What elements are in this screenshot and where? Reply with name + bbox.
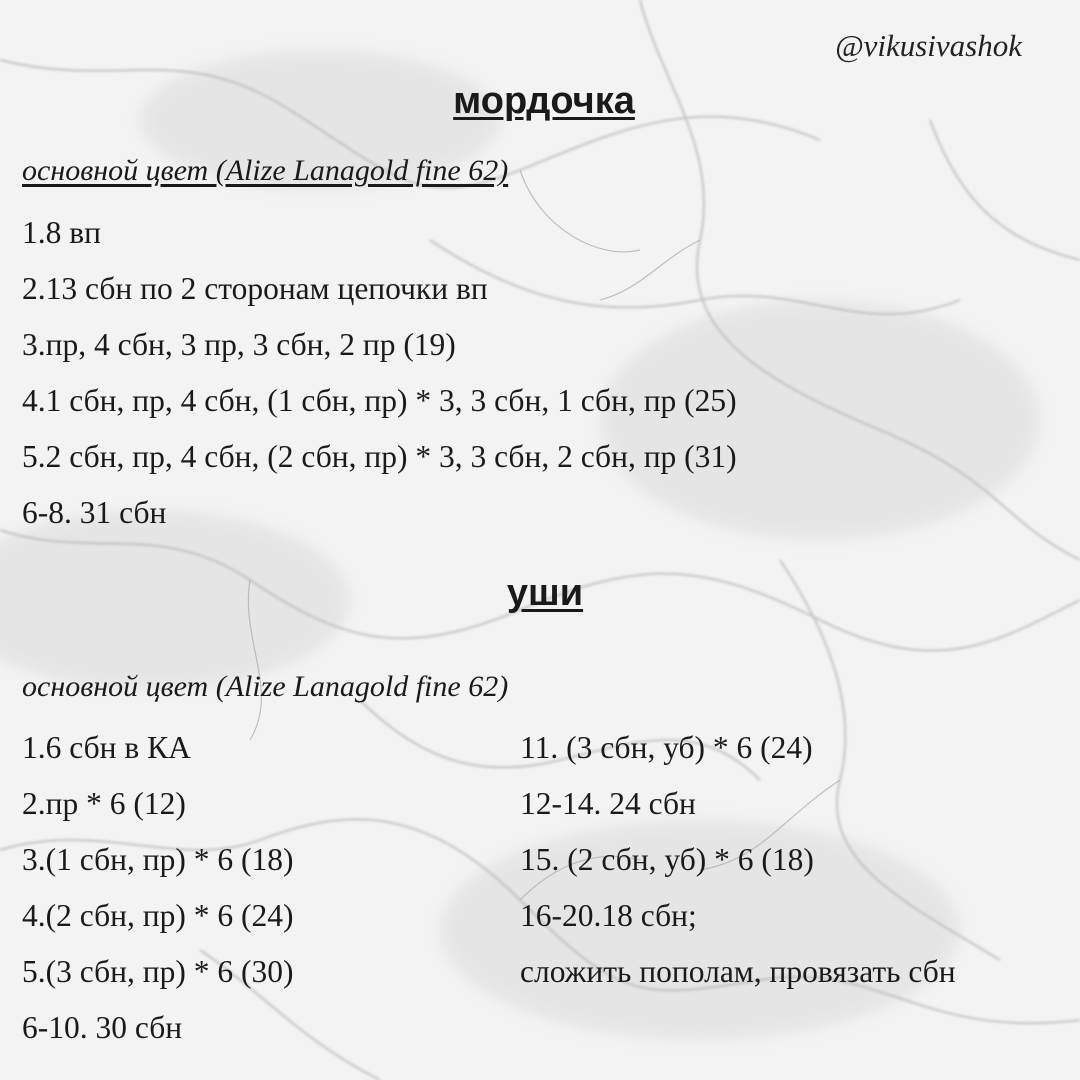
list-item: 2.13 сбн по 2 сторонам цепочки вп: [22, 271, 488, 306]
list-item: 6-10. 30 сбн: [22, 1010, 183, 1045]
list-item: 16-20.18 сбн;: [520, 898, 697, 933]
list-item: сложить пополам, провязать сбн: [520, 954, 956, 989]
ears-rows-left: [22, 720, 293, 1056]
list-item: 3.(1 сбн, пр) * 6 (18): [22, 842, 294, 877]
list-item: 2.пр * 6 (12): [22, 786, 186, 821]
list-item: 4.(2 сбн, пр) * 6 (24): [22, 898, 294, 933]
yarn-subtitle-ears: основной цвет (Alize Lanagold fine 62): [22, 670, 509, 703]
section-title-ears: уши: [506, 572, 584, 614]
list-item: 6-8. 31 сбн: [22, 495, 167, 530]
list-item: 3.пр, 4 сбн, 3 пр, 3 сбн, 2 пр (19): [22, 327, 456, 362]
section-title-muzzle: мордочка: [453, 80, 635, 122]
author-handle: @vikusivashok: [835, 28, 1022, 63]
list-item: 1.8 вп: [22, 215, 101, 250]
list-item: 12-14. 24 сбн: [520, 786, 696, 821]
list-item: 1.6 сбн в КА: [22, 730, 191, 765]
list-item: 11. (3 сбн, уб) * 6 (24): [520, 730, 813, 765]
ears-rows-right: [520, 720, 956, 1000]
muzzle-rows: [22, 205, 737, 541]
list-item: 5.(3 сбн, пр) * 6 (30): [22, 954, 294, 989]
yarn-subtitle-muzzle: основной цвет (Alize Lanagold fine 62): [22, 154, 509, 187]
list-item: 15. (2 сбн, уб) * 6 (18): [520, 842, 814, 877]
list-item: 4.1 сбн, пр, 4 сбн, (1 сбн, пр) * 3, 3 сбн, 1 сбн, пр (25): [22, 383, 737, 418]
list-item: 5.2 сбн, пр, 4 сбн, (2 сбн, пр) * 3, 3 сбн, 2 сбн, пр (31): [22, 439, 737, 474]
